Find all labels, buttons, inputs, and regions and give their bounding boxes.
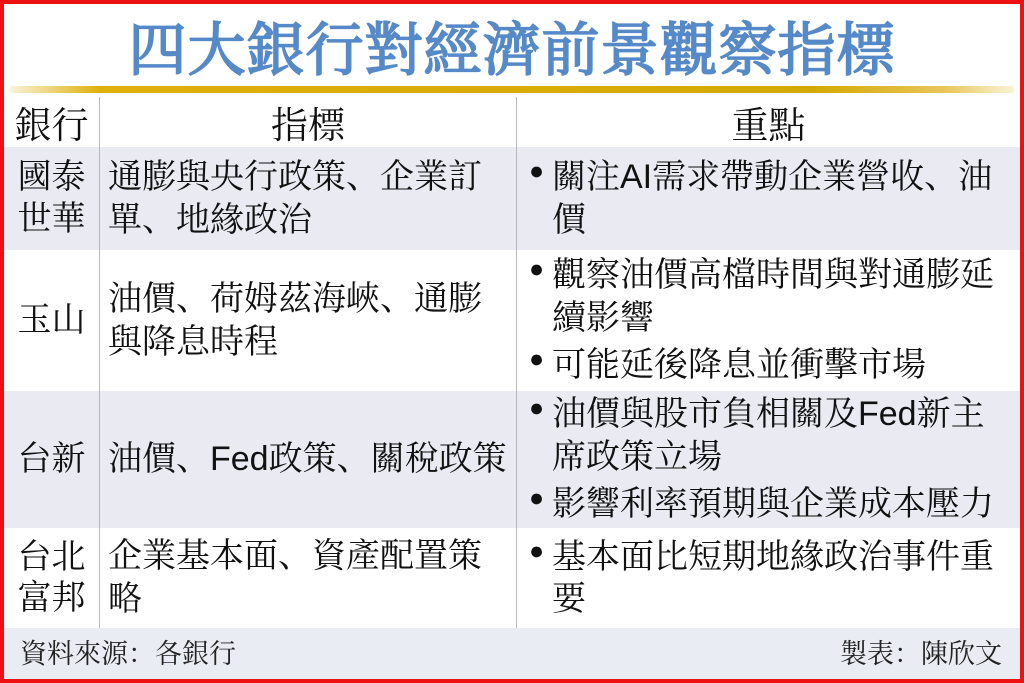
banks-table: [4, 97, 1020, 628]
column-header-keypoints: 重點: [517, 97, 1020, 147]
keypoint-text: 觀察油價高檔時間與對通膨延續影響: [552, 256, 994, 337]
bullet-icon: ●: [529, 157, 545, 185]
source-note: 資料來源：各銀行: [20, 639, 236, 669]
footer-bar: [4, 628, 1020, 679]
bank-name-cell: 台北富邦: [4, 528, 100, 628]
indicators-cell: 通膨與央行政策、企業訂單、地緣政治: [100, 147, 517, 250]
keypoint-text: 影響利率預期與企業成本壓力: [552, 485, 994, 524]
bank-name-cell: 玉山: [4, 250, 100, 391]
indicators-cell: 油價、Fed政策、關稅政策: [100, 391, 517, 528]
keypoints-cell: [517, 391, 1020, 528]
bullet-icon: ●: [529, 484, 545, 513]
keypoint-item: [529, 393, 1018, 478]
bullet-icon: ●: [529, 255, 545, 284]
bank-name-cell: 國泰世華: [4, 147, 100, 250]
keypoints-cell: [517, 250, 1020, 391]
bullet-icon: ●: [529, 536, 545, 565]
indicators-cell: 企業基本面、資產配置策略: [100, 528, 517, 628]
indicators-cell: 油價、荷姆茲海峽、通膨與降息時程: [100, 250, 517, 391]
column-header-indicators: 指標: [100, 97, 517, 147]
keypoint-item: [529, 483, 1018, 526]
keypoints-cell: [517, 528, 1020, 628]
keypoint-text: 可能延後降息並衝擊市場: [552, 346, 926, 385]
keypoint-text: 油價與股市負相關及Fed新主席政策立場: [552, 395, 985, 476]
keypoint-item: [529, 156, 1018, 241]
keypoint-item: [529, 254, 1018, 339]
credit-note: 製表：陳欣文: [840, 639, 1002, 669]
keypoint-item: [529, 536, 1018, 621]
bullet-icon: ●: [529, 345, 545, 374]
column-header-bank: 銀行: [4, 97, 100, 147]
page-title: 四大銀行對經濟前景觀察指標: [128, 18, 896, 83]
bullet-icon: ●: [529, 394, 545, 423]
keypoints-cell: [517, 147, 1020, 250]
keypoint-item: [529, 344, 1018, 387]
gold-divider-rule: [10, 86, 1014, 93]
bank-name-cell: 台新: [4, 391, 100, 528]
keypoint-text: 基本面比短期地緣政治事件重要: [552, 537, 994, 618]
keypoint-text: 關注AI需求帶動企業營收、油價: [552, 158, 993, 239]
